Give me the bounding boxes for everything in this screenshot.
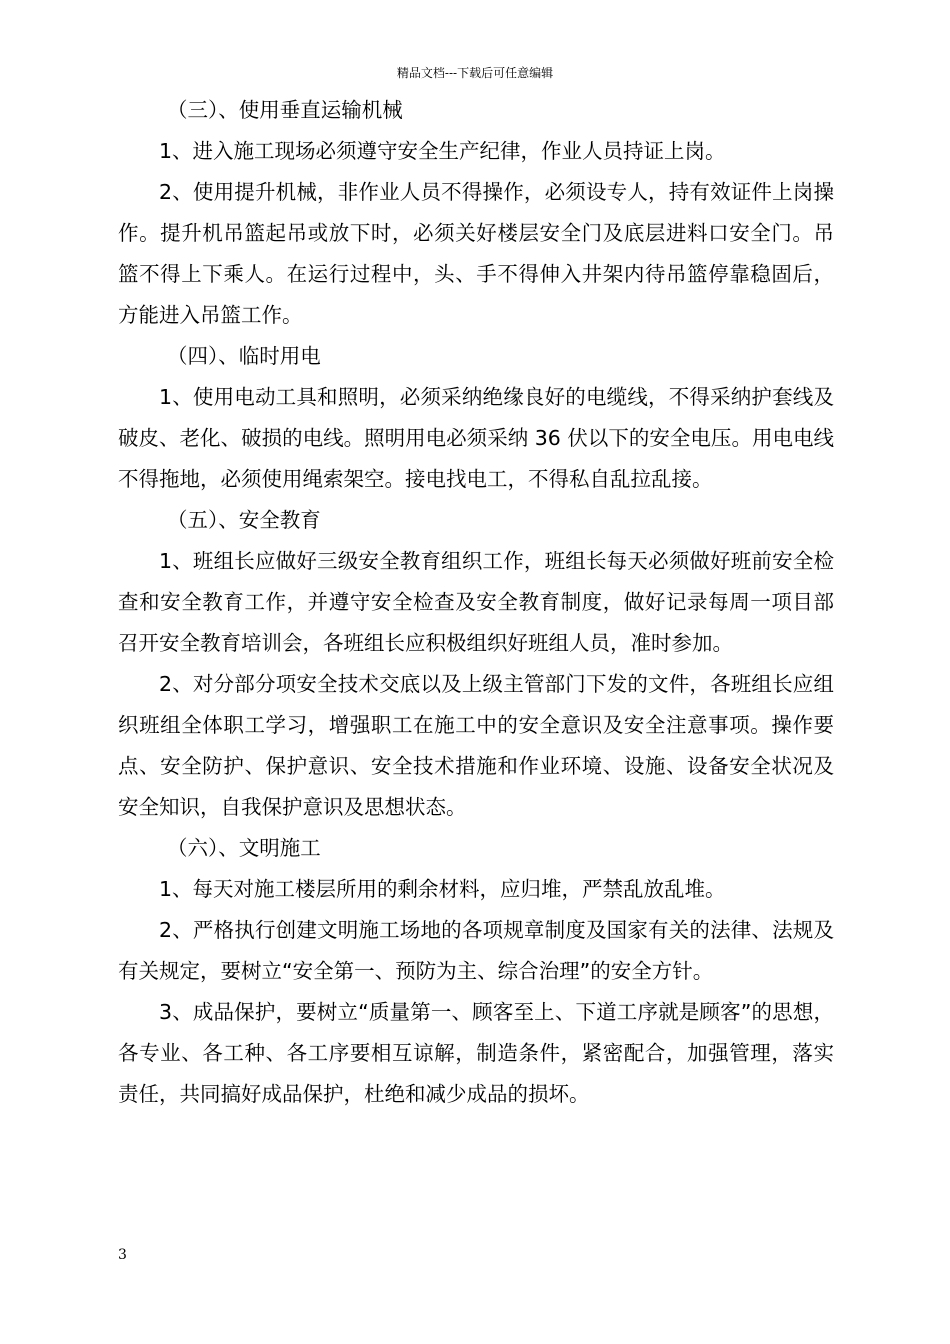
section-heading-3: （三）、使用垂直运输机械 [167,98,403,122]
section-heading-4: （四）、临时用电 [167,344,321,368]
paragraph: 2、严格执行创建文明施工场地的各项规章制度及国家有关的法律、法规及有关规定，要树立“安全第一、预防为主、综合治理”的安全方针。 [118,918,834,983]
paragraph: 1、班组长应做好三级安全教育组织工作，班组长每天必须做好班前安全检查和安全教育工作，并遵守安全检查及安全教育制度，做好记录每周一项目部召开安全教育培训会，各班组长应积极组织好班组人员，准时参加。 [118,549,834,655]
document-body [118,90,834,1115]
section-heading-6: （六）、文明施工 [167,836,321,860]
paragraph: 2、使用提升机械，非作业人员不得操作，必须设专人，持有效证件上岗操作。提升机吊篮起吊或放下时，必须关好楼层安全门及底层进料口安全门。吊篮不得上下乘人。在运行过程中，头、手不得伸入井架内待吊篮停靠稳固后，方能进入吊篮工作。 [118,180,834,327]
page-header: 精品文档---下载后可任意编辑 [396,66,554,80]
paragraph: 1、进入施工现场必须遵守安全生产纪律，作业人员持证上岗。 [159,139,726,163]
paragraph: 1、使用电动工具和照明，必须采纳绝缘良好的电缆线，不得采纳护套线及破皮、老化、破损的电线。照明用电必须采纳 36 伏以下的安全电压。用电电线不得拖地，必须使用绳索架空。接电找电工，不得私自乱拉乱接。 [118,385,834,491]
paragraph: 2、对分部分项安全技术交底以及上级主管部门下发的文件，各班组长应组织班组全体职工学习，增强职工在施工中的安全意识及安全注意事项。操作要点、安全防护、保护意识、安全技术措施和作业环境、设施、设备安全状况及安全知识，自我保护意识及思想状态。 [118,672,834,819]
paragraph: 3、成品保护，要树立“质量第一、顾客至上、下道工序就是顾客”的思想，各专业、各工种、各工序要相互谅解，制造条件，紧密配合，加强管理，落实责任，共同搞好成品保护，杜绝和减少成品的损坏。 [118,1000,834,1106]
page-number: 3 [118,1247,127,1263]
paragraph: 1、每天对施工楼层所用的剩余材料，应归堆，严禁乱放乱堆。 [159,877,726,901]
section-heading-5: （五）、安全教育 [167,508,321,532]
